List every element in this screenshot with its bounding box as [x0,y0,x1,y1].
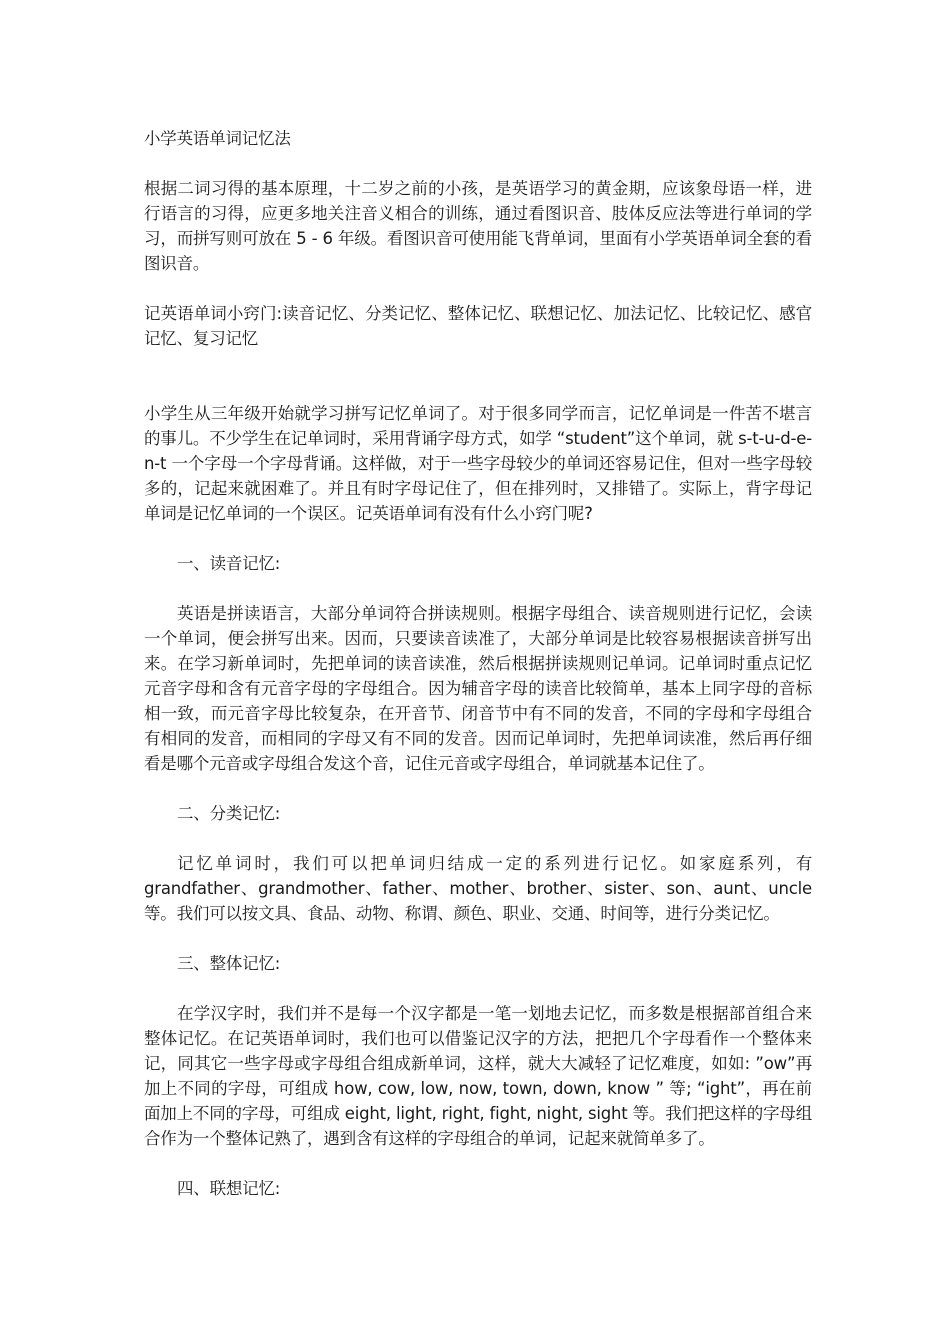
section-heading-whole: 三、整体记忆: [177,954,281,973]
section-heading-category: 二、分类记忆: [177,804,281,823]
document-body [144,126,812,1226]
problem-paragraph: 小学生从三年级开始就学习拼写记忆单词了。对于很多同学而言，记忆单词是一件苦不堪言的事儿。不少学生在记单词时，采用背诵字母方式，如学 “student”这个单词，就 s-t-u-d-e-n-t 一个字母一个字母背诵。这样做，对于一些字母较少的单词还容易记住，但对一些字母较多的，记起来就困难了。并且有时字母记住了，但在排列时，又排错了。实际上，背字母记单词是记忆单词的一个误区。记英语单词有没有什么小窍门呢? [144,404,812,523]
section-heading-pronunciation: 一、读音记忆: [177,554,281,573]
section-body-whole: 在学汉字时，我们并不是每一个汉字都是一笔一划地去记忆，而多数是根据部首组合来整体记忆。在记英语单词时，我们也可以借鉴记汉字的方法，把把几个字母看作一个整体来记，同其它一些字母或字母组合组成新单词，这样，就大大减轻了记忆难度，如如: ”ow”再加上不同的字母，可组成 how, cow, low, now, town, down, know ” 等; “ight”，再在前面加上不同的字母，可组成 eight, light, right, fight, night, sight 等。我们把这样的字母组合作为一个整体记熟了，遇到含有这样的字母组合的单词，记起来就简单多了。 [144,1004,812,1148]
tips-paragraph: 记英语单词小窍门:读音记忆、分类记忆、整体记忆、联想记忆、加法记忆、比较记忆、感官记忆、复习记忆 [144,304,812,348]
section-body-category: 记忆单词时，我们可以把单词归结成一定的系列进行记忆。如家庭系列，有grandfather、grandmother、father、mother、brother、sister、son、aunt、uncle 等。我们可以按文具、食品、动物、称谓、颜色、职业、交通、时间等，进行分类记忆。 [144,854,812,923]
document-title: 小学英语单词记忆法 [144,129,291,148]
intro-paragraph: 根据二词习得的基本原理，十二岁之前的小孩，是英语学习的黄金期，应该象母语一样，进行语言的习得，应更多地关注音义相合的训练，通过看图识音、肢体反应法等进行单词的学习，而拼写则可放在 5 - 6 年级。看图识音可使用能飞背单词，里面有小学英语单词全套的看图识音。 [144,179,812,273]
section-heading-association: 四、联想记忆: [177,1179,281,1198]
section-body-pronunciation: 英语是拼读语言，大部分单词符合拼读规则。根据字母组合、读音规则进行记忆，会读一个单词，便会拼写出来。因而，只要读音读准了，大部分单词是比较容易根据读音拼写出来。在学习新单词时，先把单词的读音读准，然后根据拼读规则记单词。记单词时重点记忆元音字母和含有元音字母的字母组合。因为辅音字母的读音比较简单，基本上同字母的音标相一致，而元音字母比较复杂，在开音节、闭音节中有不同的发音，不同的字母和字母组合有相同的发音，而相同的字母又有不同的发音。因而记单词时，先把单词读准，然后再仔细看是哪个元音或字母组合发这个音，记住元音或字母组合，单词就基本记住了。 [144,604,812,773]
